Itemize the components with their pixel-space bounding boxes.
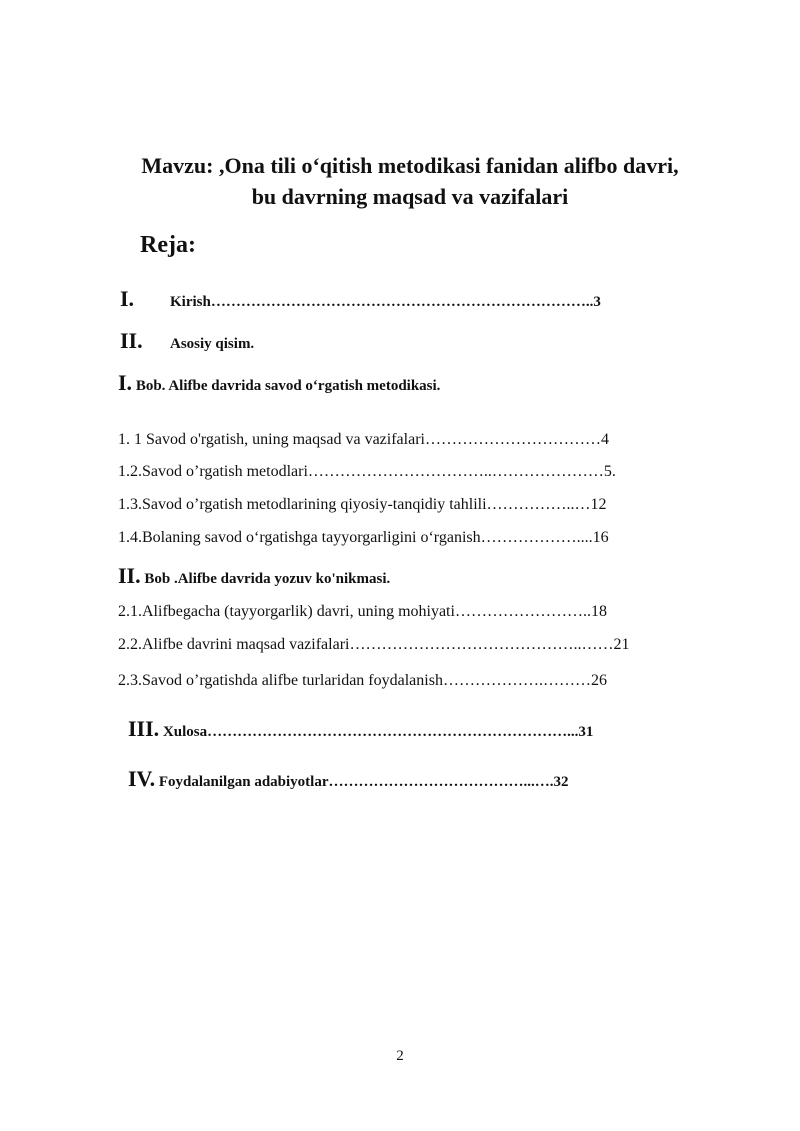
- roman-numeral: III.: [128, 716, 160, 741]
- toc-chapter-1: [118, 370, 440, 396]
- page-title: [60, 150, 760, 212]
- toc-item: 2.2.Alifbe davrini maqsad vazifalari……………………………………..……21: [118, 636, 630, 653]
- title-line-1: Mavzu: ,Ona tili o‘qitish metodikasi fanidan alifbo davri,: [141, 153, 679, 178]
- toc-item: 2.1.Alifbegacha (tayyorgarlik) davri, uning mohiyati……………………..18: [118, 603, 607, 620]
- roman-numeral: II.: [118, 563, 141, 588]
- toc-entry-text: Foydalanilgan adabiyotlar…………………………………...….32: [155, 774, 569, 790]
- roman-numeral: II.: [120, 328, 143, 353]
- toc-item: 1.2.Savod o’rgatish metodlari……………………………..…………………5.: [118, 463, 616, 480]
- toc-chapter-2: [118, 563, 390, 589]
- roman-numeral: IV.: [128, 766, 156, 791]
- toc-entry-conclusion: [128, 716, 593, 742]
- toc-item: 1. 1 Savod o'rgatish, uning maqsad va vazifalari……………………………4: [118, 431, 609, 448]
- toc-item: 1.4.Bolaning savod o‘rgatishga tayyorgarligini o‘rganish………………....16: [118, 529, 609, 546]
- toc-entry-references: [128, 766, 569, 792]
- toc-item: 1.3.Savod o’rgatish metodlarining qiyosiy-tanqidiy tahlili……………..…12: [118, 496, 607, 513]
- toc-entry-main: [120, 328, 254, 354]
- roman-numeral: I.: [120, 286, 135, 311]
- toc-entry-text: Asosiy qisim.: [170, 336, 255, 352]
- toc-entry-text: Kirish…………………………………………………………………..3: [170, 294, 601, 310]
- plan-heading: Reja:: [140, 232, 196, 258]
- toc-item: 2.3.Savod o’rgatishda alifbe turlaridan foydalanish……………….………26: [118, 672, 607, 689]
- page-number: 2: [396, 1048, 404, 1064]
- chapter-title: Bob. Alifbe davrida savod o‘rgatish metodikasi.: [132, 378, 441, 394]
- roman-numeral: I.: [118, 370, 133, 395]
- toc-entry-text: Xulosa………………………………………………………………...31: [159, 724, 594, 740]
- title-line-2: bu davrning maqsad va vazifalari: [251, 184, 569, 209]
- toc-entry-intro: [120, 286, 601, 312]
- chapter-title: Bob .Alifbe davrida yozuv ko'nikmasi.: [140, 571, 391, 587]
